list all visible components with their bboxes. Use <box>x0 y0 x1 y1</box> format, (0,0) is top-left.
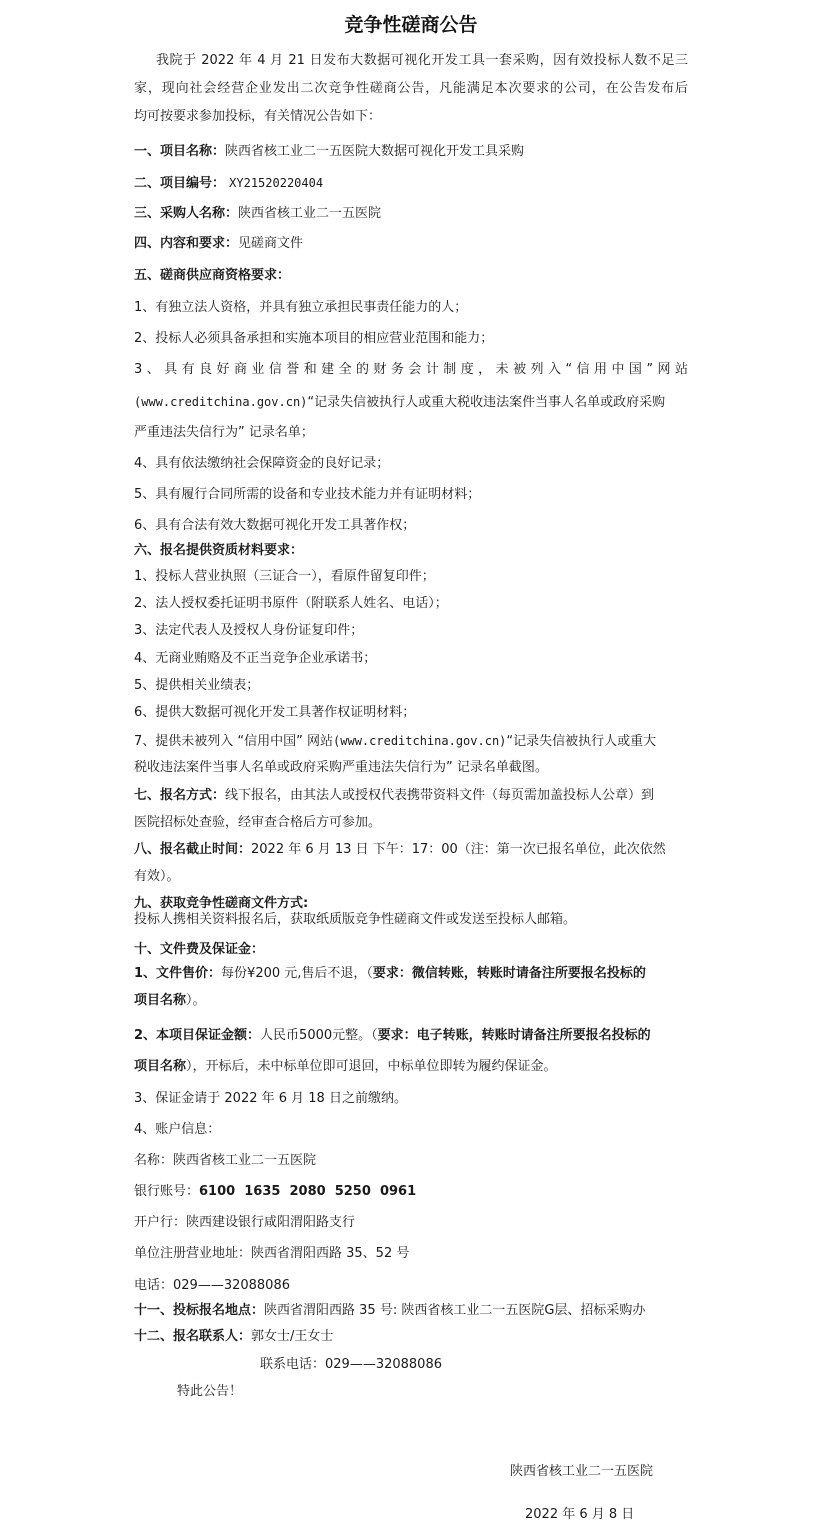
section-4 <box>134 234 694 254</box>
section-9-text: 投标人携相关资料报名后，获取纸质版竞争性磋商文件或发送至投标人邮箱。 <box>134 912 577 927</box>
contact-phone: 联系电话：029——32088086 <box>260 1357 442 1372</box>
fee-item-4: 4、账户信息： <box>134 1122 221 1137</box>
material-item-7-line-2: 税收违法案件当事人名单或政府采购严重违法失信行为” 记录名单截图。 <box>134 760 548 775</box>
fee-item-2-text: 人民币5000元整。（ <box>260 1028 378 1043</box>
material-item-2: 2、法人授权委托证明书原件（附联系人姓名、电话）； <box>134 596 448 611</box>
material-item-6: 6、提供大数据可视化开发工具著作权证明材料； <box>134 705 416 720</box>
fee-item-1-line-2 <box>134 991 694 1011</box>
section-2-label: 二、项目编号： <box>134 176 226 191</box>
fee-item-2-line-2 <box>134 1057 694 1077</box>
account-number-label: 银行账号： <box>134 1184 200 1199</box>
section-12-label: 十二、报名联系人： <box>134 1329 252 1344</box>
registration-method: 线下报名，由其法人或授权代表携带资料文件（每页需加盖投标人公章）到 <box>225 788 655 803</box>
fee-item-3: 3、保证金请于 2022 年 6 月 18 日之前缴纳。 <box>134 1091 407 1106</box>
section-7 <box>134 786 694 806</box>
fee-item-2 <box>134 1026 694 1046</box>
creditchina-url: (www.creditchina.gov.cn) <box>134 395 308 409</box>
account-name: 名称：陕西省核工业二一五医院 <box>134 1153 317 1168</box>
fee-item-2-requirement: 要求：电子转账，转账时请备注所要报名投标的 <box>377 1028 651 1043</box>
section-5-heading: 五、磋商供应商资格要求： <box>134 268 291 283</box>
contact-person: 郭女士/王女士 <box>251 1329 334 1344</box>
intro-line-2: 家，现向社会经营企业发出二次竞争性磋商公告，凡能满足本次要求的公司，在公告发布后 <box>134 81 688 96</box>
section-3 <box>134 204 694 224</box>
section-8-line-2: 有效）。 <box>134 869 180 884</box>
signature-date: 2022 年 6 月 8 日 <box>525 1507 635 1522</box>
material-item-3: 3、法定代表人及授权人身份证复印件； <box>134 623 364 638</box>
fee-item-2-end: ），开标后，未中标单位即可退回，中标单位即转为履约保证金。 <box>186 1059 557 1074</box>
material-item-5: 5、提供相关业绩表； <box>134 678 260 693</box>
intro-line-3: 均可按要求参加投标，有关情况公告如下： <box>134 109 382 124</box>
fee-item-1-end: ）。 <box>186 993 206 1008</box>
section-11 <box>134 1301 694 1321</box>
section-8 <box>134 840 694 860</box>
fee-item-2-label: 2、本项目保证金额： <box>134 1028 261 1043</box>
qualification-item-6: 6、具有合法有效大数据可视化开发工具著作权； <box>134 518 416 533</box>
qualification-item-3-text: “记录失信被执行人或重大税收违法案件当事人名单或政府采购 <box>307 395 666 410</box>
account-address: 单位注册营业地址：陕西省渭阳西路 35、52 号 <box>134 1246 410 1261</box>
page-title: 竞争性磋商公告 <box>344 14 478 36</box>
section-12 <box>134 1327 694 1347</box>
creditchina-url-2: (www.creditchina.gov.cn) <box>333 734 507 748</box>
qualification-item-1: 1、有独立法人资格，并具有独立承担民事责任能力的人； <box>134 300 468 315</box>
account-number: 6100 1635 2080 5250 0961 <box>199 1184 417 1199</box>
fee-item-1-label: 1、文件售价： <box>134 966 222 981</box>
material-item-7-text: 7、提供未被列入 “信用中国” 网站 <box>134 734 334 749</box>
section-7-label: 七、报名方式： <box>134 788 226 803</box>
material-item-7-line-1 <box>134 731 694 751</box>
fee-item-1 <box>134 964 694 984</box>
section-1-label: 一、项目名称： <box>134 144 226 159</box>
intro-line-1: 我院于 2022 年 4 月 21 日发布大数据可视化开发工具一套采购，因有效投标人数不足三 <box>156 53 688 68</box>
project-number: XY21520220404 <box>229 176 324 190</box>
account-phone: 电话：029——32088086 <box>134 1278 290 1293</box>
qualification-item-5: 5、具有履行合同所需的设备和专业技术能力并有证明材料； <box>134 487 481 502</box>
section-4-label: 四、内容和要求： <box>134 236 239 251</box>
fee-item-1-project-name: 项目名称 <box>134 993 187 1008</box>
material-item-1: 1、投标人营业执照（三证合一），看原件留复印件； <box>134 569 435 584</box>
project-name: 陕西省核工业二一五医院大数据可视化开发工具采购 <box>225 144 525 159</box>
fee-item-2-project-name: 项目名称 <box>134 1059 187 1074</box>
section-3-label: 三、采购人名称： <box>134 206 239 221</box>
content-requirements: 见磋商文件 <box>238 236 304 251</box>
material-item-4: 4、无商业贿赂及不正当竞争企业承诺书； <box>134 651 377 666</box>
signature-organization: 陕西省核工业二一五医院 <box>510 1464 654 1479</box>
section-10-heading: 十、文件费及保证金： <box>134 942 265 957</box>
section-11-label: 十一、投标报名地点： <box>134 1303 265 1318</box>
account-bank: 开户行：陕西建设银行咸阳渭阳路支行 <box>134 1215 356 1230</box>
registration-deadline: 2022 年 6 月 13 日 下午：17：00（注：第一次已报名单位，此次依然 <box>251 842 666 857</box>
registration-location: 陕西省渭阳西路 35 号: 陕西省核工业二一五医院G层、招标采购办 <box>264 1303 646 1318</box>
purchaser-name: 陕西省核工业二一五医院 <box>238 206 382 221</box>
qualification-item-3-line-1: 3、具有良好商业信誉和建全的财务会计制度，未被列入“信用中国”网站 <box>134 362 688 377</box>
section-2 <box>134 173 694 193</box>
section-6-heading: 六、报名提供资质材料要求： <box>134 543 304 558</box>
fee-item-1-requirement: 要求：微信转账，转账时请备注所要报名投标的 <box>372 966 646 981</box>
fee-item-1-text: 每份¥200 元,售后不退，（ <box>221 966 373 981</box>
material-item-7-text-2: “记录失信被执行人或重大 <box>506 734 657 749</box>
qualification-item-3-line-2 <box>134 392 694 412</box>
closing-text: 特此公告！ <box>177 1384 243 1399</box>
account-number-row <box>134 1182 694 1202</box>
qualification-item-2: 2、投标人必须具备承担和实施本项目的相应营业范围和能力； <box>134 331 494 346</box>
qualification-item-3-line-3: 严重违法失信行为” 记录名单； <box>134 425 314 440</box>
section-7-line-2: 医院招标处查验，经审查合格后方可参加。 <box>134 815 382 830</box>
section-9-heading: 九、获取竞争性磋商文件方式: <box>134 896 309 911</box>
section-1 <box>134 142 694 162</box>
section-8-label: 八、报名截止时间： <box>134 842 252 857</box>
qualification-item-4: 4、具有依法缴纳社会保障资金的良好记录； <box>134 456 390 471</box>
